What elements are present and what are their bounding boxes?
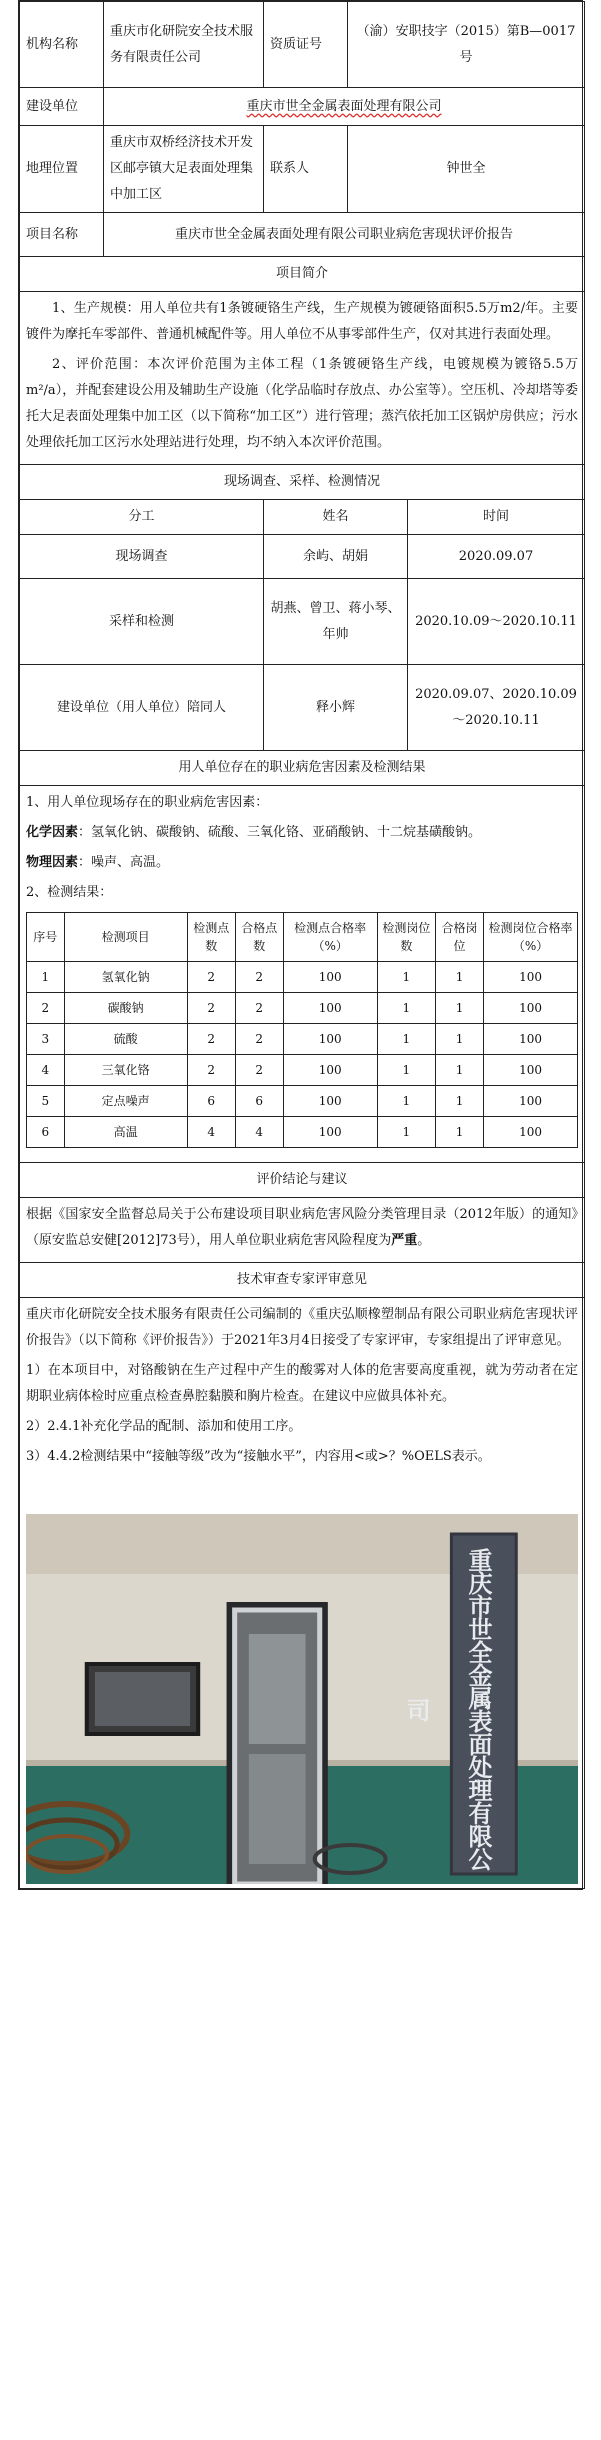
hazards-title: 用人单位存在的职业病危害因素及检测结果 [20, 751, 585, 786]
results-cell: 2 [187, 1024, 235, 1055]
contact-label: 联系人 [264, 126, 348, 213]
results-cell: 2 [235, 962, 283, 993]
results-cell: 100 [484, 1117, 578, 1148]
results-cell: 高温 [64, 1117, 187, 1148]
intro-body [20, 292, 585, 465]
results-cell: 2 [187, 1055, 235, 1086]
results-cell: 碳酸钠 [64, 993, 187, 1024]
results-header-cell: 检测项目 [64, 913, 187, 962]
results-cell: 100 [283, 1086, 377, 1117]
hazards-body [20, 786, 585, 1163]
results-cell: 1 [377, 1086, 435, 1117]
table-row [20, 579, 585, 665]
results-cell: 6 [27, 1117, 65, 1148]
results-cell: 5 [27, 1086, 65, 1117]
results-cell: 氢氧化钠 [64, 962, 187, 993]
results-cell: 2 [235, 1024, 283, 1055]
review-paragraph-1: 重庆市化研院安全技术服务有限责任公司编制的《重庆弘顺橡塑制品有限公司职业病危害现状评价报告》（以下简称《评价报告》）于2021年3月4日接受了专家评审，专家组提出了评审意见。 [26, 1307, 579, 1348]
conclusion-text [26, 1202, 578, 1254]
addr-label: 地理位置 [20, 126, 104, 213]
results-header-cell: 序号 [27, 913, 65, 962]
results-cell: 6 [187, 1086, 235, 1117]
results-cell: 4 [187, 1117, 235, 1148]
survey-name: 余屿、胡娟 [264, 535, 408, 579]
results-cell: 1 [436, 1055, 484, 1086]
results-cell: 三氧化铬 [64, 1055, 187, 1086]
survey-time: 2020.09.07、2020.10.09～2020.10.11 [408, 665, 585, 751]
intro-title: 项目简介 [20, 257, 585, 292]
results-cell: 6 [235, 1086, 283, 1117]
survey-name: 释小辉 [264, 665, 408, 751]
hazards-line-1: 1、用人单位现场存在的职业病危害因素： [26, 795, 269, 810]
results-cell: 1 [436, 1086, 484, 1117]
survey-header-name: 姓名 [264, 500, 408, 535]
review-paragraph-3: 2）2.4.1补充化学品的配制、添加和使用工序。 [26, 1419, 302, 1434]
conclusion-body [20, 1198, 585, 1263]
results-cell: 1 [377, 1117, 435, 1148]
results-cell: 1 [436, 993, 484, 1024]
results-cell: 100 [283, 1024, 377, 1055]
cert-label: 资质证号 [264, 2, 348, 88]
table-row [27, 1117, 578, 1148]
table-row [27, 962, 578, 993]
survey-time: 2020.09.07 [408, 535, 585, 579]
results-cell: 2 [187, 962, 235, 993]
results-cell: 2 [235, 1055, 283, 1086]
results-header-cell: 检测岗位数 [377, 913, 435, 962]
results-cell: 2 [27, 993, 65, 1024]
chem-label: 化学因素 [26, 825, 79, 840]
table-row [27, 1024, 578, 1055]
results-cell: 4 [27, 1055, 65, 1086]
results-cell: 100 [283, 962, 377, 993]
report-table [19, 1, 585, 1889]
risk-level: 严重 [391, 1233, 418, 1248]
results-cell: 1 [377, 993, 435, 1024]
results-cell: 硫酸 [64, 1024, 187, 1055]
results-cell: 1 [377, 1024, 435, 1055]
results-header-cell: 检测点合格率（%） [283, 913, 377, 962]
phys-label: 物理因素 [26, 855, 79, 870]
table-row [20, 535, 585, 579]
results-header-cell: 合格岗位 [436, 913, 484, 962]
results-table [26, 912, 578, 1148]
table-row [20, 665, 585, 751]
cert-value: （渝）安职技字（2015）第B—0017号 [348, 2, 585, 88]
review-paragraph-2: 1）在本项目中，对铬酸钠在生产过程中产生的酸雾对人体的危害要高度重视，就为劳动者在定期职业病体检时应重点检查鼻腔黏膜和胸片检查。在建议中应做具体补充。 [26, 1363, 579, 1404]
document-sheet [18, 0, 583, 1890]
results-cell: 100 [484, 1055, 578, 1086]
unit-value: 重庆市世全金属表面处理有限公司 [104, 88, 585, 126]
survey-name: 胡燕、曾卫、蒋小琴、年帅 [264, 579, 408, 665]
survey-role: 现场调查 [20, 535, 264, 579]
project-label: 项目名称 [20, 213, 104, 257]
results-cell: 2 [187, 993, 235, 1024]
phys-factors [26, 850, 578, 876]
org-value: 重庆市化研院安全技术服务有限责任公司 [104, 2, 264, 88]
results-cell: 100 [484, 1086, 578, 1117]
intro-paragraph-2: 2、评价范围：本次评价范围为主体工程（1条镀硬铬生产线，电镀规模为镀铬5.5万m²/a），并配套建设公用及辅助生产设施（化学品临时存放点、办公室等）。空压机、冷却塔等委托大足表面处理集中加工区（以下简称“加工区”）进行管理；蒸汽依托加工区锅炉房供应；污水处理依托加工区污水处理站进行处理，均不纳入本次评价范围。 [26, 357, 579, 450]
table-row [27, 1055, 578, 1086]
table-row [27, 1086, 578, 1117]
survey-time: 2020.10.09～2020.10.11 [408, 579, 585, 665]
results-cell: 1 [377, 1055, 435, 1086]
intro-paragraph-1: 1、生产规模：用人单位共有1条镀硬铬生产线，生产规模为镀硬铬面积5.5万m2/年。主要镀件为摩托车零部件、普通机械配件等。用人单位不从事零部件生产，仅对其进行表面处理。 [26, 301, 579, 342]
org-label: 机构名称 [20, 2, 104, 88]
survey-header-role: 分工 [20, 500, 264, 535]
conclusion-sentence: 根据《国家安全监督总局关于公布建设项目职业病危害风险分类管理目录（2012年版）的通知》（原安监总安健[2012]73号），用人单位职业病危害风险程度为 [26, 1207, 579, 1248]
table-row [27, 993, 578, 1024]
review-paragraph-4: 3）4.4.2检测结果中“接触等级”改为“接触水平”，内容用<或>？%OELS表示。 [26, 1449, 491, 1464]
results-cell: 100 [283, 1117, 377, 1148]
results-cell: 1 [436, 1024, 484, 1055]
chem-factors [26, 820, 578, 846]
results-cell: 100 [283, 993, 377, 1024]
conclusion-end: 。 [417, 1233, 431, 1248]
survey-role: 采样和检测 [20, 579, 264, 665]
results-cell: 100 [484, 993, 578, 1024]
chem-value: ：氢氧化钠、碳酸钠、硫酸、三氧化铬、亚硝酸钠、十二烷基磺酸钠。 [78, 825, 482, 840]
survey-header-time: 时间 [408, 500, 585, 535]
results-cell: 1 [436, 1117, 484, 1148]
hazards-line-2: 2、检测结果： [26, 885, 113, 900]
results-cell: 3 [27, 1024, 65, 1055]
results-cell: 2 [235, 993, 283, 1024]
results-header-cell: 检测点数 [187, 913, 235, 962]
survey-title: 现场调查、采样、检测情况 [20, 465, 585, 500]
conclusion-title: 评价结论与建议 [20, 1163, 585, 1198]
site-photo [26, 1514, 578, 1884]
results-cell: 1 [377, 962, 435, 993]
results-cell: 1 [436, 962, 484, 993]
unit-label: 建设单位 [20, 88, 104, 126]
results-header-cell: 检测岗位合格率（%） [484, 913, 578, 962]
results-cell: 100 [283, 1055, 377, 1086]
results-cell: 100 [484, 1024, 578, 1055]
addr-value: 重庆市双桥经济技术开发区邮亭镇大足表面处理集中加工区 [104, 126, 264, 213]
results-cell: 1 [27, 962, 65, 993]
survey-role: 建设单位（用人单位）陪同人 [20, 665, 264, 751]
results-header-cell: 合格点数 [235, 913, 283, 962]
project-value: 重庆市世全金属表面处理有限公司职业病危害现状评价报告 [104, 213, 585, 257]
results-cell: 100 [484, 962, 578, 993]
company-sign-text: 重庆市世全金属表面处理有限公司 [402, 1548, 492, 1870]
review-body [20, 1298, 585, 1889]
results-cell: 定点噪声 [64, 1086, 187, 1117]
results-cell: 4 [235, 1117, 283, 1148]
phys-value: ：噪声、高温。 [78, 855, 170, 870]
contact-value: 钟世全 [348, 126, 585, 213]
results-header-row [27, 913, 578, 962]
review-title: 技术审查专家评审意见 [20, 1263, 585, 1298]
